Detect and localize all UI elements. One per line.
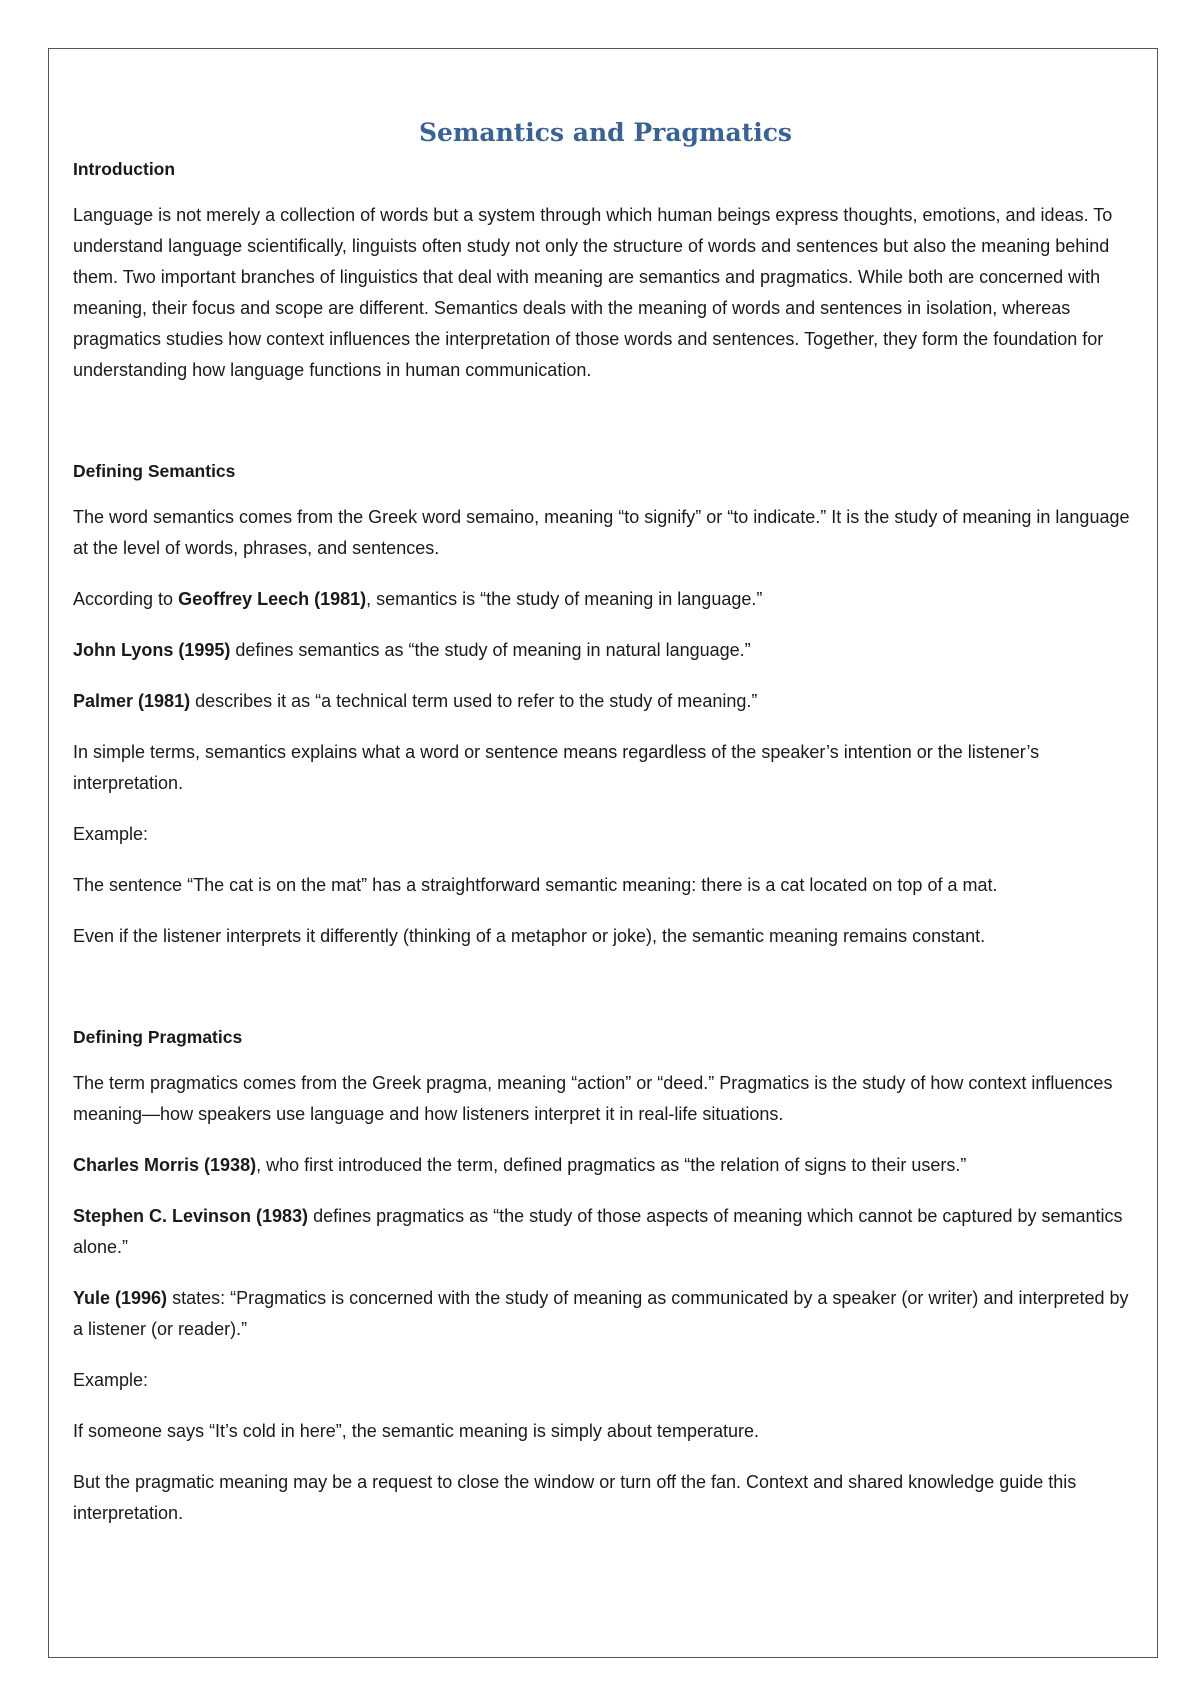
levinson-definition <box>73 1201 1138 1263</box>
morris-author: Charles Morris (1938) <box>73 1155 257 1175</box>
levinson-author: Stephen C. Levinson (1983) <box>73 1206 309 1226</box>
lyons-text: defines semantics as “the study of meaning in natural language.” <box>230 640 751 660</box>
pragmatics-example-2: But the pragmatic meaning may be a request to close the window or turn off the fan. Context and shared knowledge guide this interpretation. <box>73 1472 1077 1523</box>
lyons-author: John Lyons (1995) <box>73 640 231 660</box>
palmer-text: describes it as “a technical term used to refer to the study of meaning.” <box>190 691 758 711</box>
semantics-example-2: Even if the listener interprets it differently (thinking of a metaphor or joke), the semantic meaning remains constant. <box>73 926 986 946</box>
pragmatics-example-label: Example: <box>73 1370 149 1390</box>
semantics-etymology: The word semantics comes from the Greek word semaino, meaning “to signify” or “to indicate.” It is the study of meaning in language at the level of words, phrases, and sentences. <box>73 507 1130 558</box>
yule-author: Yule (1996) <box>73 1288 168 1308</box>
semantics-simple-terms: In simple terms, semantics explains what a word or sentence means regardless of the speaker’s intention or the listener’s interpretation. <box>73 742 1040 793</box>
semantics-heading: Defining Semantics <box>73 461 236 481</box>
leech-prefix: According to <box>73 589 179 609</box>
leech-definition <box>73 584 1138 615</box>
leech-author: Geoffrey Leech (1981) <box>178 589 367 609</box>
morris-text: , who first introduced the term, defined pragmatics as “the relation of signs to their users.” <box>256 1155 967 1175</box>
palmer-author: Palmer (1981) <box>73 691 191 711</box>
yule-definition <box>73 1283 1138 1345</box>
morris-definition <box>73 1150 1138 1181</box>
pragmatics-example-1: If someone says “It’s cold in here”, the semantic meaning is simply about temperature. <box>73 1421 759 1441</box>
semantics-example-1: The sentence “The cat is on the mat” has a straightforward semantic meaning: there is a cat located on top of a mat. <box>73 875 998 895</box>
lyons-definition <box>73 635 1138 666</box>
section-spacer <box>73 406 1138 461</box>
palmer-definition <box>73 686 1138 717</box>
document-title: Semantics and Pragmatics <box>418 118 793 147</box>
yule-text: states: “Pragmatics is concerned with the study of meaning as communicated by a speaker (or writer) and interpreted by a listener (or reader).” <box>73 1288 1129 1339</box>
pragmatics-heading: Defining Pragmatics <box>73 1027 243 1047</box>
leech-text: , semantics is “the study of meaning in language.” <box>366 589 763 609</box>
semantics-example-label: Example: <box>73 824 149 844</box>
document-body <box>73 118 1138 1549</box>
section-spacer <box>73 972 1138 1027</box>
introduction-paragraph: Language is not merely a collection of words but a system through which human beings express thoughts, emotions, and ideas. To understand language scientifically, linguists often study not only the structure of words and sentences but also the meaning behind them. Two important branches of linguistics that deal with meaning are semantics and pragmatics. While both are concerned with meaning, their focus and scope are different. Semantics deals with the meaning of words and sentences in isolation, whereas pragmatics studies how context influences the interpretation of those words and sentences. Together, they form the foundation for understanding how language functions in human communication. <box>73 205 1113 380</box>
introduction-heading: Introduction <box>73 159 176 179</box>
pragmatics-etymology: The term pragmatics comes from the Greek pragma, meaning “action” or “deed.” Pragmatics is the study of how context influences meaning—how speakers use language and how listeners interpret it in real-life situations. <box>73 1073 1113 1124</box>
levinson-text: defines pragmatics as “the study of those aspects of meaning which cannot be captured by semantics alone.” <box>73 1206 1123 1257</box>
